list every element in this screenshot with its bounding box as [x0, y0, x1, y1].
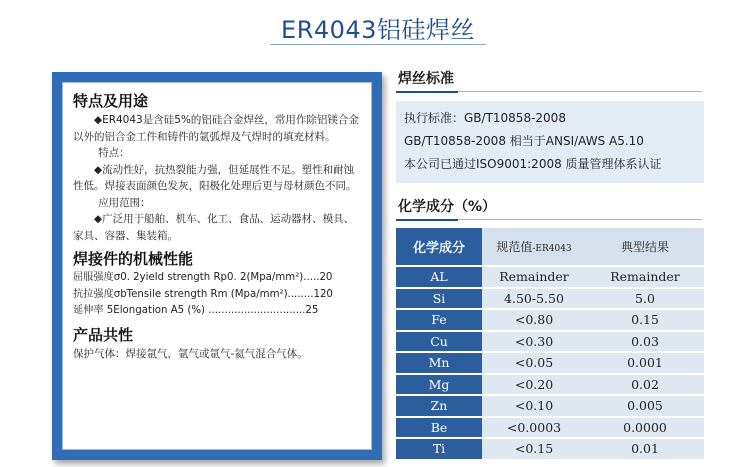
- table-row: [396, 439, 704, 459]
- features-label: 特点：: [98, 147, 130, 159]
- standard-heading: 焊丝标准: [396, 68, 702, 92]
- features-panel: [52, 72, 382, 460]
- title-underline: [270, 44, 486, 45]
- spec-value-cell: <0.15: [482, 439, 586, 459]
- table-row: [396, 310, 704, 330]
- table-row: [396, 418, 704, 438]
- element-cell: Mg: [396, 375, 482, 395]
- element-cell: Cu: [396, 332, 482, 352]
- element-cell: Ti: [396, 439, 482, 459]
- standard-line: GB/T10858-2008 相当于ANSI/AWS A5.10: [404, 134, 644, 148]
- application-text: ◆广泛用于船舶、机车、化工、食品、运动器材、模具、家具、容器、集装箱。: [73, 213, 355, 242]
- typical-value-cell: 0.0000: [586, 418, 704, 438]
- typical-value-cell: 0.02: [586, 375, 704, 395]
- element-cell: Be: [396, 418, 482, 438]
- standard-box: [396, 101, 704, 183]
- element-cell: Fe: [396, 310, 482, 330]
- element-cell: Si: [396, 289, 482, 309]
- spec-value-cell: Remainder: [482, 267, 586, 287]
- typical-value-cell: 0.15: [586, 310, 704, 330]
- shielding-gas-text: 保护气体：焊接氩气，氩气或氩气-氦气混合气体。: [73, 347, 308, 360]
- mechanical-heading: 焊接件的机械性能: [73, 250, 194, 268]
- table-row: [396, 332, 704, 352]
- elongation-row: 延伸率 5Elongation A5 (%) ..............................25: [73, 305, 319, 316]
- page-title: ER4043铝硅焊丝: [281, 16, 475, 44]
- features-panel-content: [62, 82, 372, 450]
- typical-value-cell: 0.005: [586, 396, 704, 416]
- common-heading: 产品共性: [73, 325, 134, 344]
- spec-header-grade: -ER4043: [532, 244, 572, 254]
- typical-column-header: 典型结果: [586, 228, 704, 265]
- typical-value-cell: 0.001: [586, 353, 704, 373]
- table-row: [396, 375, 704, 395]
- standard-line: 执行标准：GB/T10858-2008: [404, 111, 566, 125]
- features-text: ◆流动性好，抗热裂能力强，但延展性不足。塑性和耐蚀性低。焊接表面颜色发灰，阳极化处理后更与母材颜色不同。: [73, 163, 357, 192]
- table-row: [396, 267, 704, 287]
- spec-value-cell: <0.05: [482, 353, 586, 373]
- spec-value-cell: <0.10: [482, 396, 586, 416]
- spec-value-cell: <0.80: [482, 310, 586, 330]
- composition-table: [396, 226, 704, 461]
- element-cell: Mn: [396, 353, 482, 373]
- table-row: [396, 396, 704, 416]
- application-label: 应用范围：: [98, 196, 151, 209]
- spec-header-label: 规范值: [496, 240, 533, 254]
- typical-value-cell: 0.03: [586, 332, 704, 352]
- element-column-header: 化学成分: [396, 228, 482, 265]
- tensile-strength-row: 抗拉强度σbTensile strength Rm (Mpa/mm²)........120: [73, 288, 333, 300]
- spec-column-header: [482, 228, 586, 265]
- spec-value-cell: 4.50-5.50: [482, 289, 586, 309]
- element-cell: Zn: [396, 396, 482, 416]
- description-text: ◆ER4043是含硅5%的铝硅合金焊丝，常用作除铝镁合金以外的铝合金工件和铸件的氩弧焊及气焊时的填充材料。: [73, 114, 359, 143]
- spec-value-cell: <0.0003: [482, 418, 586, 438]
- composition-heading: 化学成分（%）: [396, 196, 702, 220]
- features-heading: 特点及用途: [73, 92, 149, 110]
- table-row: [396, 353, 704, 373]
- table-header-row: [396, 228, 704, 265]
- typical-value-cell: 0.01: [586, 439, 704, 459]
- typical-value-cell: Remainder: [586, 267, 704, 287]
- standard-line: 本公司已通过ISO9001:2008 质量管理体系认证: [404, 157, 662, 171]
- yield-strength-row: 屈服强度σ0. 2yield strength Rp0. 2(Mpa/mm²).....20: [73, 272, 333, 283]
- table-row: [396, 289, 704, 309]
- spec-value-cell: <0.30: [482, 332, 586, 352]
- spec-value-cell: <0.20: [482, 375, 586, 395]
- typical-value-cell: 5.0: [586, 289, 704, 309]
- element-cell: AL: [396, 267, 482, 287]
